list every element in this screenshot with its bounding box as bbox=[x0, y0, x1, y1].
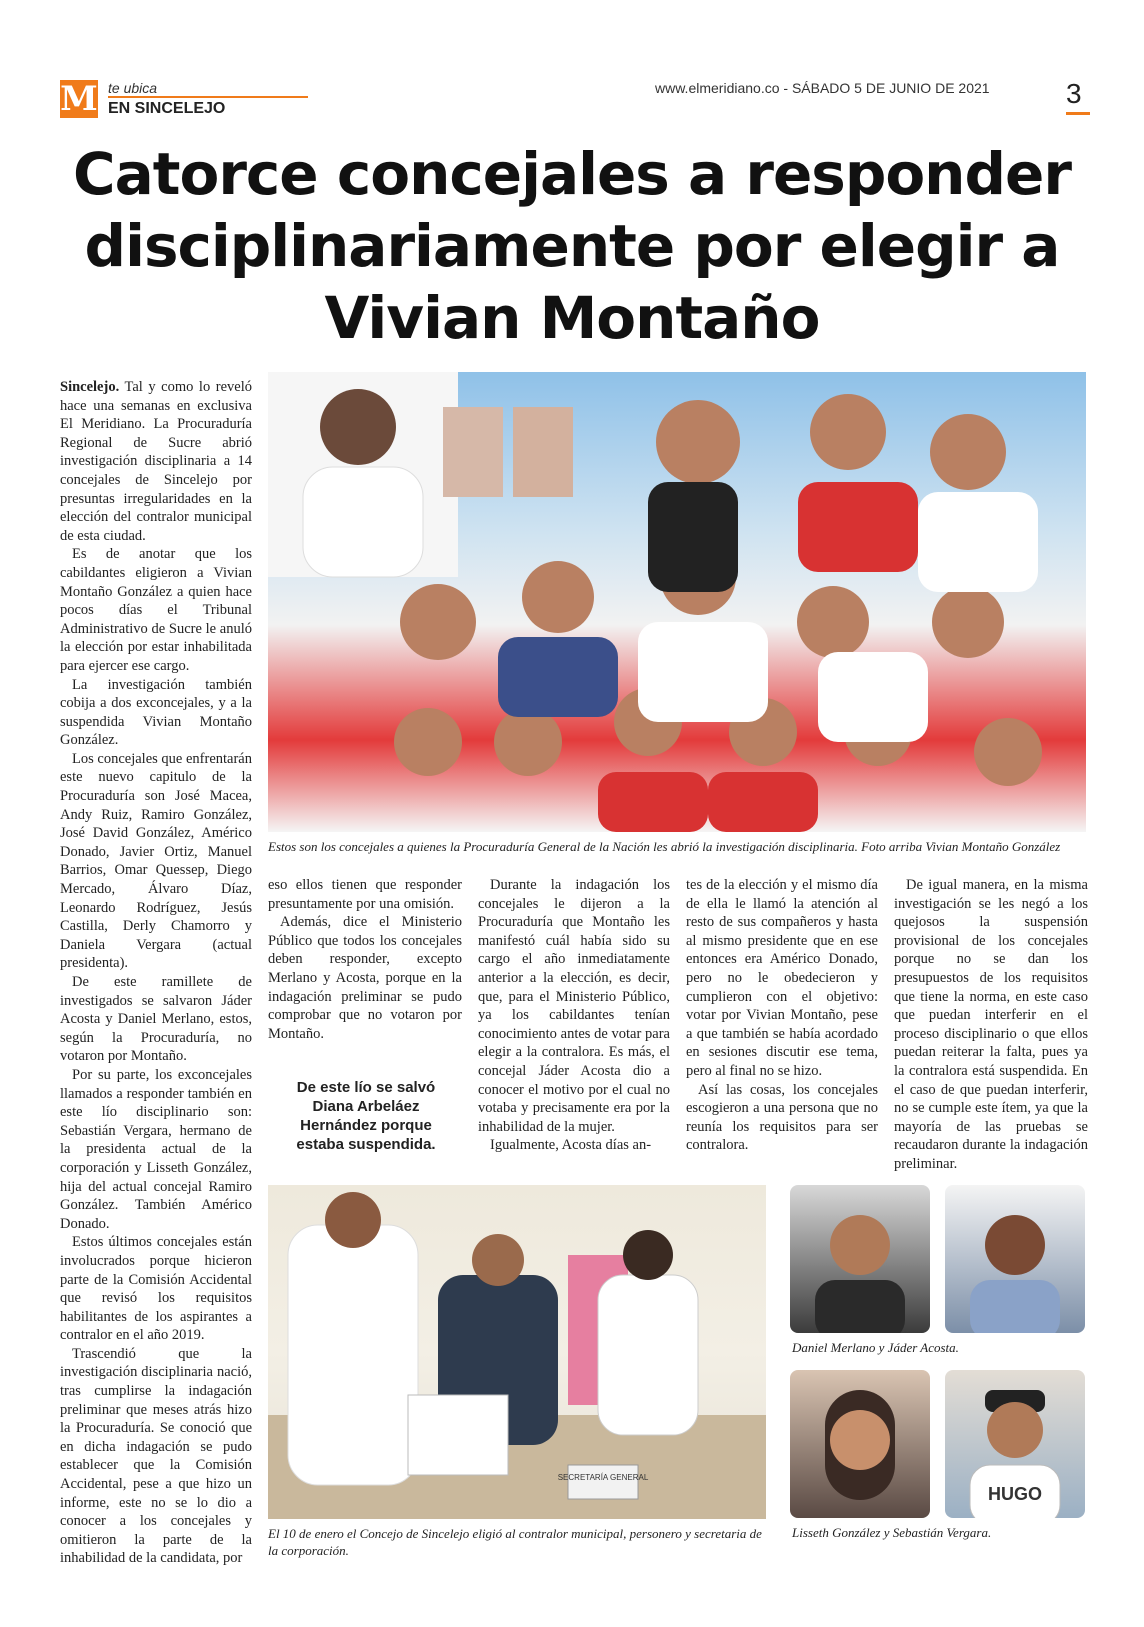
portrait-illustration bbox=[945, 1185, 1085, 1333]
shirt-text: HUGO bbox=[988, 1484, 1042, 1504]
portrait-lisseth-gonzalez bbox=[790, 1370, 930, 1518]
article-column-1 bbox=[60, 378, 252, 1568]
portrait-jader-acosta bbox=[945, 1185, 1085, 1333]
portrait-illustration bbox=[790, 1370, 930, 1518]
paragraph: Durante la indagación los concejales le dijeron a la Procuraduría que Montaño les manifestó cuál había sido su cargo el año inmediatamente anterior a la elección, es decir, que, para el Ministerio Público, ya los cabildantes tenían conocimiento antes de votar para elegir a la contralora. Es más, el concejal Jáder Acosta dio a conocer el motivo por el cual no votaba y precisamente era por la inhabilidad de la mujer. bbox=[478, 877, 670, 1135]
newspaper-logo: M bbox=[60, 79, 98, 119]
portrait-illustration bbox=[790, 1185, 930, 1333]
paragraph: La investigación también cobija a dos exconcejales, y a la suspendida Vivian Montaño González. bbox=[60, 676, 252, 749]
council-session-photo bbox=[268, 1185, 766, 1519]
paragraph: Así las cosas, los concejales escogieron a una persona que no reunía los requisitos para ser contralora. bbox=[686, 1081, 878, 1154]
paragraph: Por su parte, los exconcejales llamados a responder también en este lío disciplinario son: Sebastián Vergara, hermano de la presidenta actual de la corporación y Lisseth González, hija del actual concejal Ramiro González. También Américo Donado. bbox=[60, 1066, 252, 1232]
paragraph: Tal y como lo reveló hace una semanas en exclusiva El Meridiano. La Procuraduría Regional de Sucre abrió investigación disciplinaria a 14 concejales de Sincelejo por presuntas irregularidades en la elección del contralor municipal de esta ciudad. bbox=[60, 379, 252, 544]
paragraph: Trascendió que la investigación disciplinaria nació, tras cumplirse la indagación preliminar que meses atrás hizo la Procuraduría. Se conoció que en dicha indagación se pudo establecer que la Comisión Accidental, pese a que hizo un informe, este no se lo dio a conocer a los concejales y omitieron la parte de la inhabilidad de la candidata, por bbox=[60, 1345, 252, 1567]
main-photo-caption: Estos son los concejales a quienes la Procuraduría General de la Nación les abrió la investigación disciplinaria. Foto arriba Vivian Montaño González bbox=[268, 839, 1061, 854]
paragraph: eso ellos tienen que responder presuntamente por una omisión. bbox=[268, 877, 462, 912]
group-photo-illustration bbox=[268, 372, 1086, 832]
article-column-2 bbox=[268, 876, 462, 1043]
dateline-lead: Sincelejo. bbox=[60, 379, 120, 395]
paragraph: Además, dice el Ministerio Público que todos los concejales deben responder, excepto Merlano y Acosta, porque en la indagación preliminar se pudo comprobar que no votaron por Montaño. bbox=[268, 914, 462, 1042]
page-number-rule bbox=[1066, 112, 1090, 115]
section-title: EN SINCELEJO bbox=[108, 100, 226, 117]
article-column-5 bbox=[894, 876, 1088, 1174]
dateline: www.elmeridiano.co - SÁBADO 5 DE JUNIO DE 2021 bbox=[655, 80, 990, 96]
paragraph: Los concejales que enfrentarán este nuevo capitulo de la Procuraduría son José Macea, Andy Ruiz, Ramiro González, José David González, Américo Donado, Javier Ortiz, Manuel Barrios, Omar Quessep, Diego Mercado, Álvaro Díaz, Leonardo Rodríguez, Jesús Castilla, Derly Chamorro y Daniela Vergara (actual presidenta). bbox=[60, 750, 252, 972]
paragraph: Estos últimos concejales están involucrados porque hicieron parte de la Comisión Accidental que revisó los requisitos habilitantes de los aspirantes a contralor en el año 2019. bbox=[60, 1234, 252, 1344]
council-group-photo bbox=[268, 372, 1086, 832]
paragraph: tes de la elección y el mismo día de ella le llamó la atención al resto de sus compañeros y hasta al mismo presidente que en ese entonces era Américo Donado, pero no le obedecieron y cumplieron con el objetivo: votar por Vivian Montaño, pese a que también se había acordado en sesiones discutir ese tema, pero al final no se hizo. bbox=[686, 877, 878, 1079]
article-column-3 bbox=[478, 876, 670, 1155]
headline: Catorce concejales a responder disciplinariamente por elegir a Vivian Montaño bbox=[73, 140, 1071, 352]
paragraph: De igual manera, en la misma investigación se les negó a los quejosos la suspensión provisional de los concejales porque no se dan los presupuestos de los requisitos que tiene la norma, en este caso que puedan interferir en el proceso disciplinario o que ellos puedan reiterar la falta, pues ya la contralora está suspendida. En el caso de que puedan interferir, no se cumple este ítem, ya que la mayoría de las pruebas se recaudaron durante la indagación preliminar. bbox=[894, 877, 1088, 1172]
paragraph: De este ramillete de investigados se salvaron Jáder Acosta y Daniel Merlano, estos, según la Procuraduría, no votaron por Montaño. bbox=[60, 974, 252, 1065]
portraits-caption-top: Daniel Merlano y Jáder Acosta. bbox=[792, 1340, 959, 1355]
paragraph: Es de anotar que los cabildantes eligieron a Vivian Montaño González a quien hace pocos días el Tribunal Administrativo de Sucre le anuló la elección por estar inhabilitada para ejercer ese cargo. bbox=[60, 546, 252, 674]
pull-quote: De este lío se salvó Diana Arbeláez Hernández porque estaba suspendida. bbox=[296, 1079, 436, 1153]
session-photo-caption: El 10 de enero el Concejo de Sincelejo eligió al contralor municipal, personero y secretaria de la corporación. bbox=[268, 1526, 762, 1558]
page-number: 3 bbox=[1066, 78, 1082, 109]
section-kicker: te ubica bbox=[108, 80, 158, 96]
article-column-4 bbox=[686, 876, 878, 1155]
header-rule bbox=[108, 96, 308, 98]
portrait-daniel-merlano bbox=[790, 1185, 930, 1333]
nameplate-text: SECRETARÍA GENERAL bbox=[557, 1473, 649, 1482]
portrait-illustration bbox=[945, 1370, 1085, 1518]
paragraph: Igualmente, Acosta días an- bbox=[490, 1137, 652, 1154]
session-photo-illustration bbox=[268, 1185, 766, 1519]
portrait-sebastian-vergara bbox=[945, 1370, 1085, 1518]
portraits-caption-bottom: Lisseth González y Sebastián Vergara. bbox=[792, 1525, 992, 1540]
